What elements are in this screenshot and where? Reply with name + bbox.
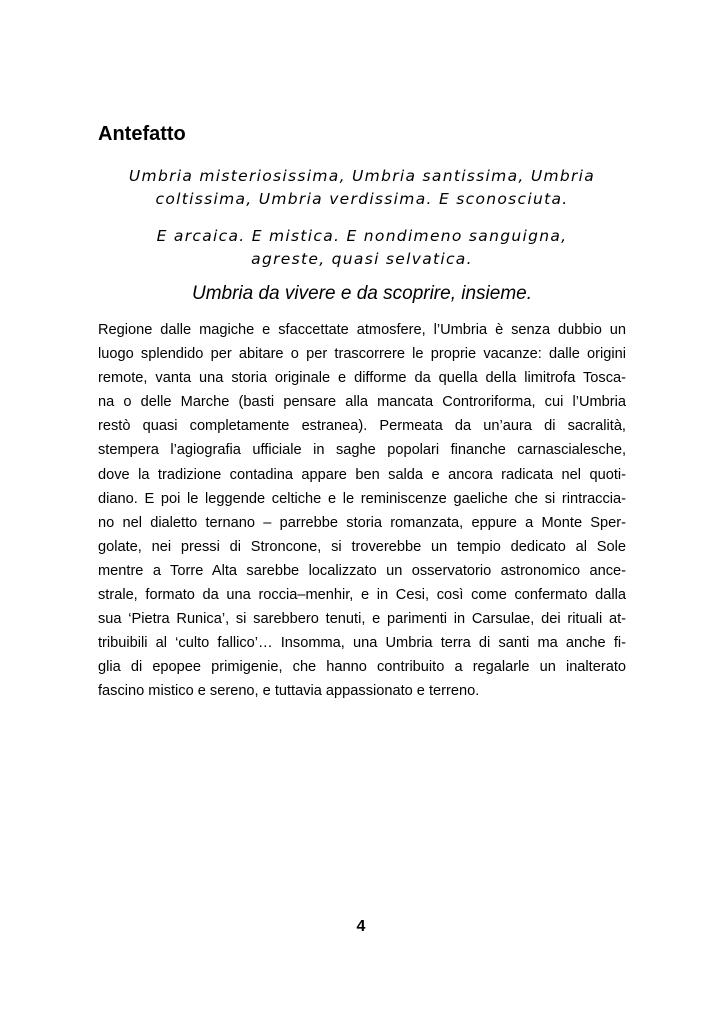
paragraph-line: no nel dialetto ternano – parrebbe storia romanzata, eppure a Monte Sper-: [98, 514, 626, 531]
chapter-heading: Antefatto: [98, 123, 186, 145]
paragraph-line: na o delle Marche (basti pensare alla mancata Controriforma, cui l’Umbria: [98, 394, 626, 411]
epigraph-line: coltissima, Umbria verdissima. E sconosciuta.: [155, 190, 569, 208]
paragraph-line: remote, vanta una storia originale e difforme da quella della limitrofa Tosca-: [98, 370, 626, 387]
epigraph-stanza-2: [98, 225, 626, 271]
epigraph-line: E arcaica. E mistica. E nondimeno sanguigna,: [156, 227, 568, 245]
epigraph-line: agreste, quasi selvatica.: [251, 250, 473, 268]
epigraph-line: Umbria misteriosissima, Umbria santissima, Umbria: [128, 167, 596, 185]
paragraph-line: sua ‘Pietra Runica’, si sarebbero tenuti, e parimenti in Carsulae, dei rituali at-: [98, 611, 626, 628]
page-number: 4: [356, 918, 366, 935]
paragraph-line: golate, nei pressi di Stroncone, si troverebbe un tempio dedicato al Sole: [98, 538, 626, 555]
epigraph-stanza-1: [98, 165, 626, 211]
paragraph-line: strale, formato da una roccia–menhir, e in Cesi, così come confermato dalla: [98, 587, 626, 604]
paragraph-line: dove la tradizione contadina appare ben salda e ancora radicata nel quoti-: [98, 466, 626, 483]
body-paragraph: [98, 318, 626, 704]
paragraph-line: stempera l’agiografia ufficiale in saghe popolari finanche carnascialesche,: [98, 442, 626, 459]
paragraph-line: glia di epopee primigenie, che hanno contribuito a regalarle un inalterato: [98, 659, 626, 676]
paragraph-line: luogo splendido per abitare o per trascorrere le proprie vacanze: dalle origini: [98, 346, 626, 363]
paragraph-line: fascino mistico e sereno, e tuttavia appassionato e terreno.: [98, 683, 480, 700]
paragraph-line: mentre a Torre Alta sarebbe localizzato un osservatorio astronomico ance-: [98, 562, 626, 579]
paragraph-line: Regione dalle magiche e sfaccettate atmosfere, l’Umbria è senza dubbio un: [98, 322, 626, 338]
tagline: Umbria da vivere e da scoprire, insieme.: [191, 283, 533, 304]
paragraph-line: restò quasi completamente estranea). Permeata da un’aura di sacralità,: [98, 418, 626, 435]
paragraph-line: diano. E poi le leggende celtiche e le reminiscenze gaeliche che si rintraccia-: [98, 490, 626, 507]
paragraph-line: tribuibili al ‘culto fallico’… Insomma, una Umbria terra di santi ma anche fi-: [98, 635, 626, 652]
